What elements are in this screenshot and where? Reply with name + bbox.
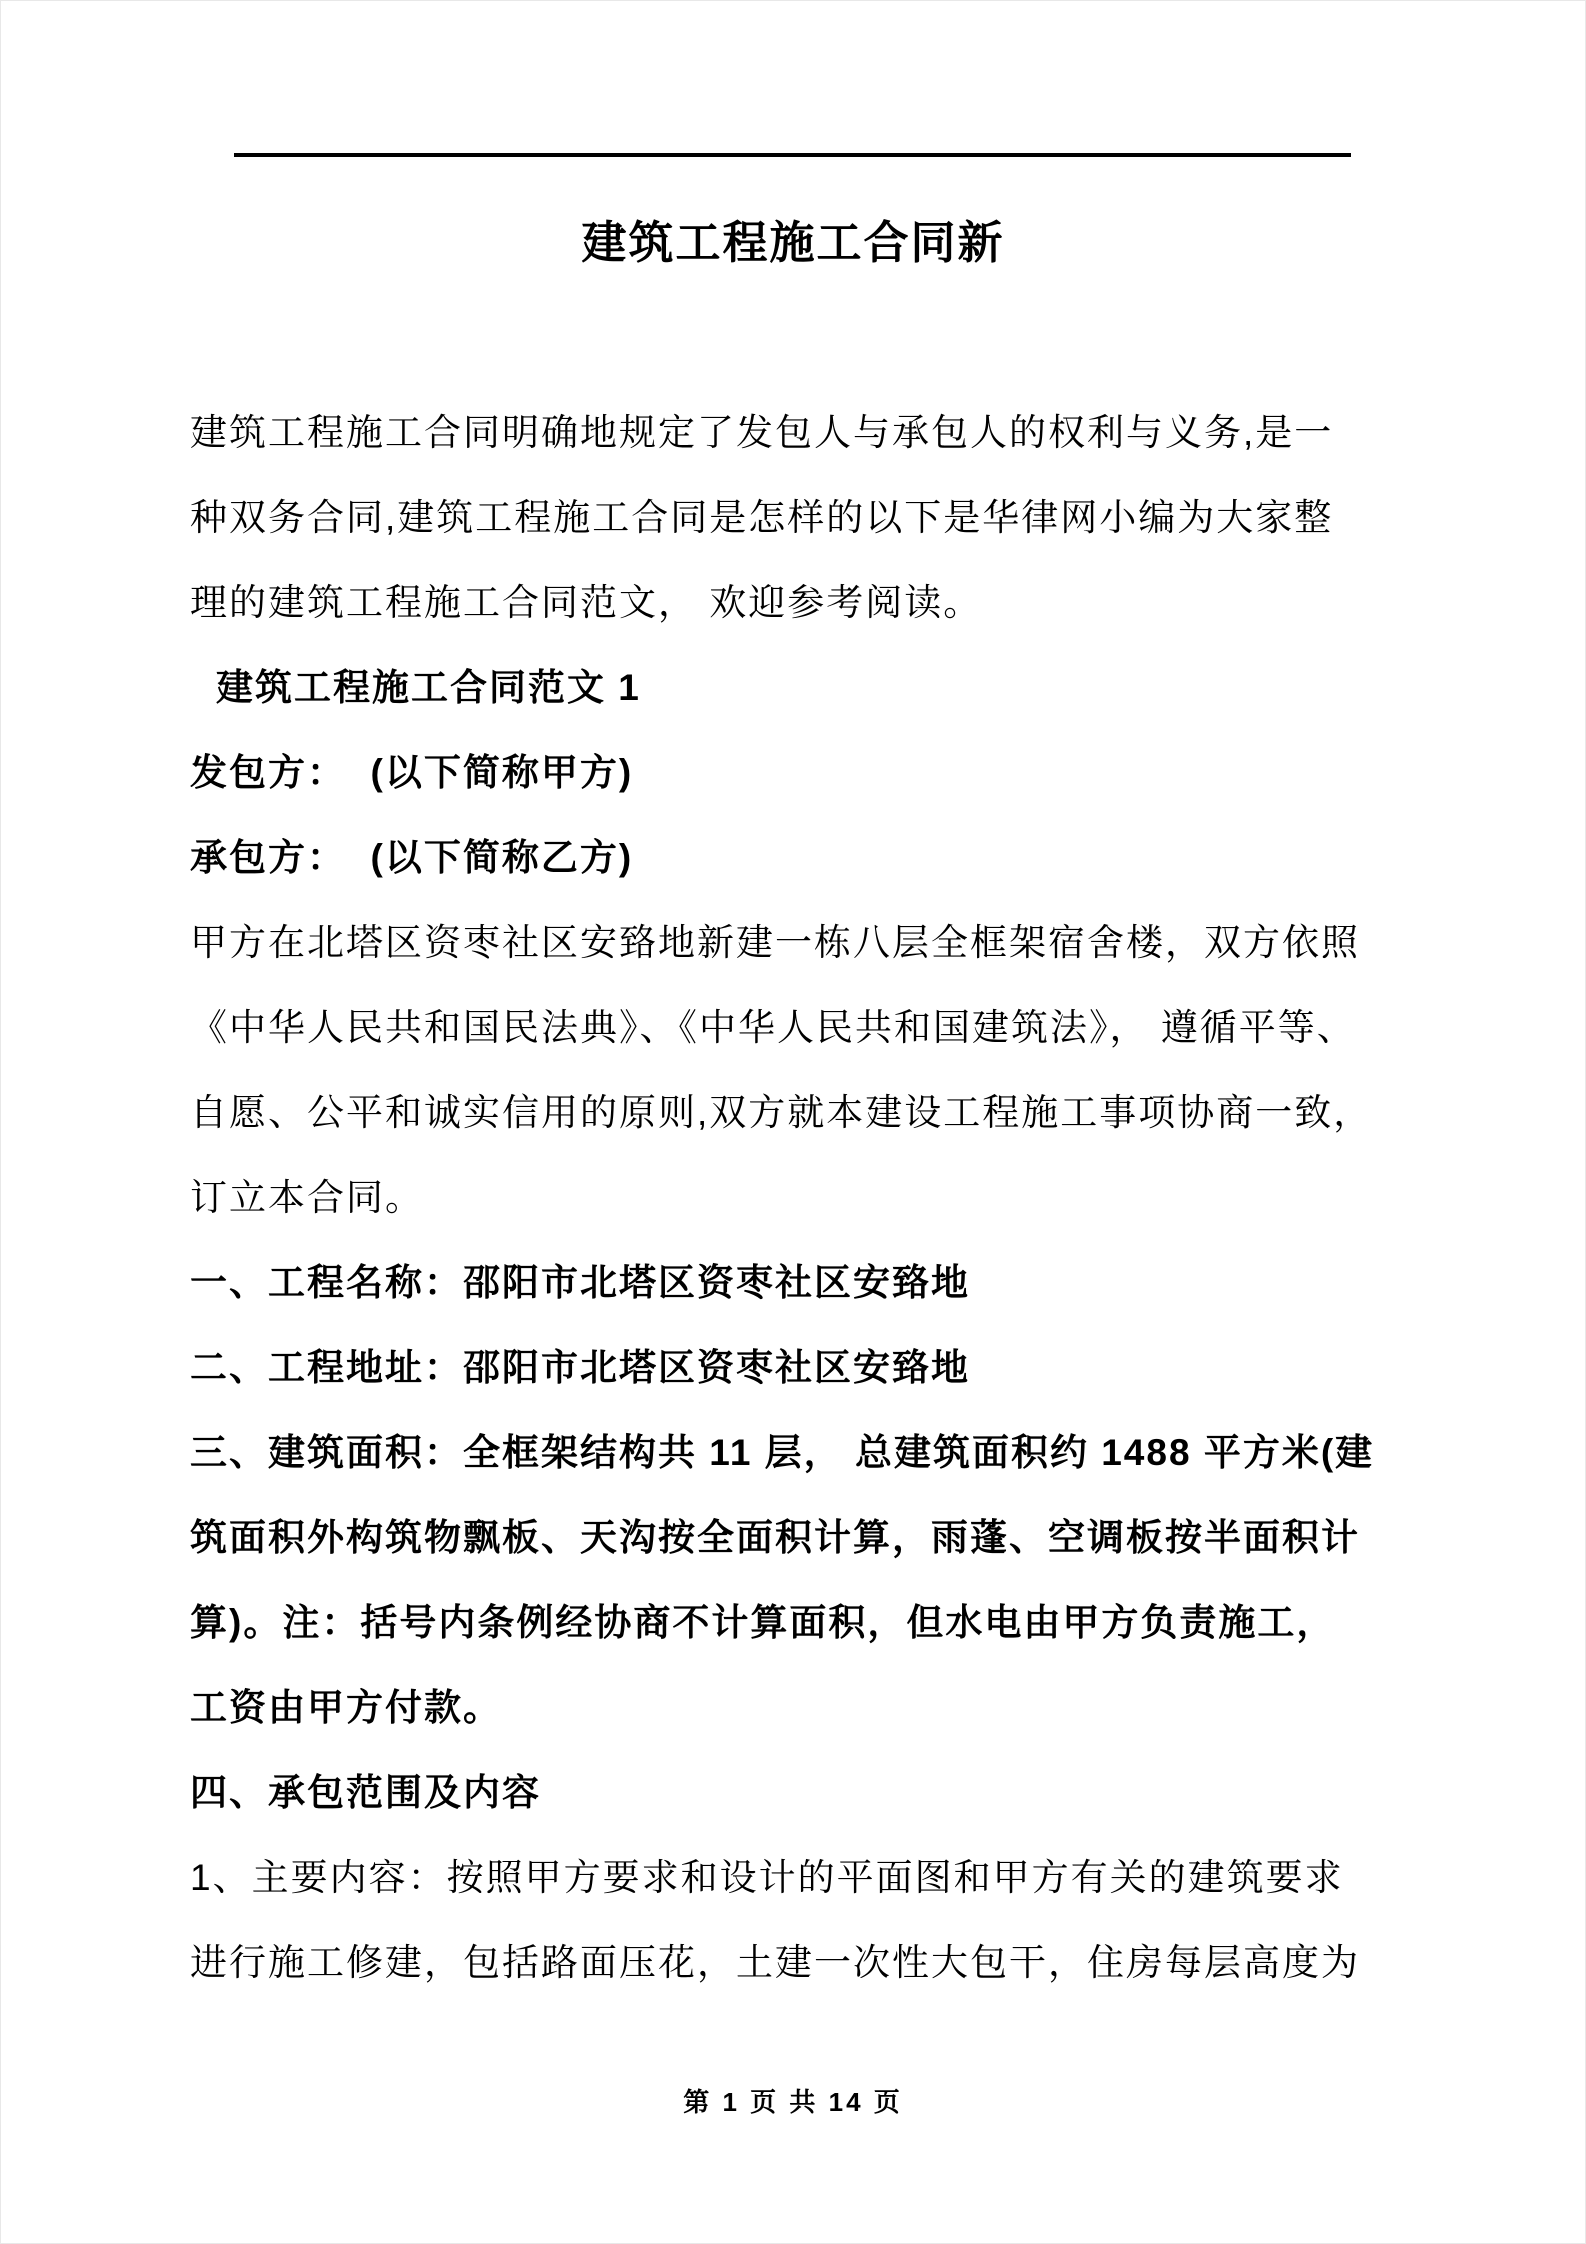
- document-line: 一、工程名称：邵阳市北塔区资枣社区安臵地: [190, 1262, 970, 1303]
- document-line: 筑面积外构筑物飘板、天沟按全面积计算，雨蓬、空调板按半面积计: [190, 1517, 1360, 1558]
- page-number-text: 第 1 页 共 14 页: [683, 2087, 903, 2117]
- header-divider-line: [234, 153, 1351, 157]
- page-footer: [0, 2082, 1586, 2122]
- document-line: 1、主要内容：按照甲方要求和设计的平面图和甲方有关的建筑要求: [190, 1857, 1344, 1898]
- document-line: 发包方： (以下简称甲方): [190, 752, 634, 793]
- document-line: 订立本合同。: [190, 1177, 424, 1218]
- document-line: 种双务合同,建筑工程施工合同是怎样的以下是华律网小编为大家整: [190, 497, 1334, 538]
- document-line: 四、承包范围及内容: [190, 1772, 541, 1813]
- document-line: 自愿、公平和诚实信用的原则,双方就本建设工程施工事项协商一致，: [190, 1092, 1373, 1133]
- document-line: 理的建筑工程施工合同范文， 欢迎参考阅读。: [190, 582, 983, 623]
- document-line: 承包方： (以下简称乙方): [190, 837, 634, 878]
- document-line: 《中华人民共和国民法典》、《中华人民共和国建筑法》， 遵循平等、: [190, 1007, 1356, 1048]
- document-line: 算)。注：括号内条例经协商不计算面积，但水电由甲方负责施工，: [190, 1602, 1336, 1643]
- document-line: 三、建筑面积：全框架结构共 11 层， 总建筑面积约 1488 平方米(建: [190, 1432, 1375, 1473]
- document-line: 甲方在北塔区资枣社区安臵地新建一栋八层全框架宿舍楼，双方依照: [190, 922, 1360, 963]
- document-line: 建筑工程施工合同明确地规定了发包人与承包人的权利与义务,是一: [190, 412, 1334, 453]
- document-body: [190, 390, 1400, 2005]
- document-line: 进行施工修建，包括路面压花，土建一次性大包干，住房每层高度为: [190, 1942, 1360, 1983]
- document-line: 建筑工程施工合同范文 1: [216, 667, 641, 708]
- document-line: 二、工程地址：邵阳市北塔区资枣社区安臵地: [190, 1347, 970, 1388]
- document-title: 建筑工程施工合同新: [581, 217, 1005, 268]
- document-line: 工资由甲方付款。: [190, 1687, 502, 1728]
